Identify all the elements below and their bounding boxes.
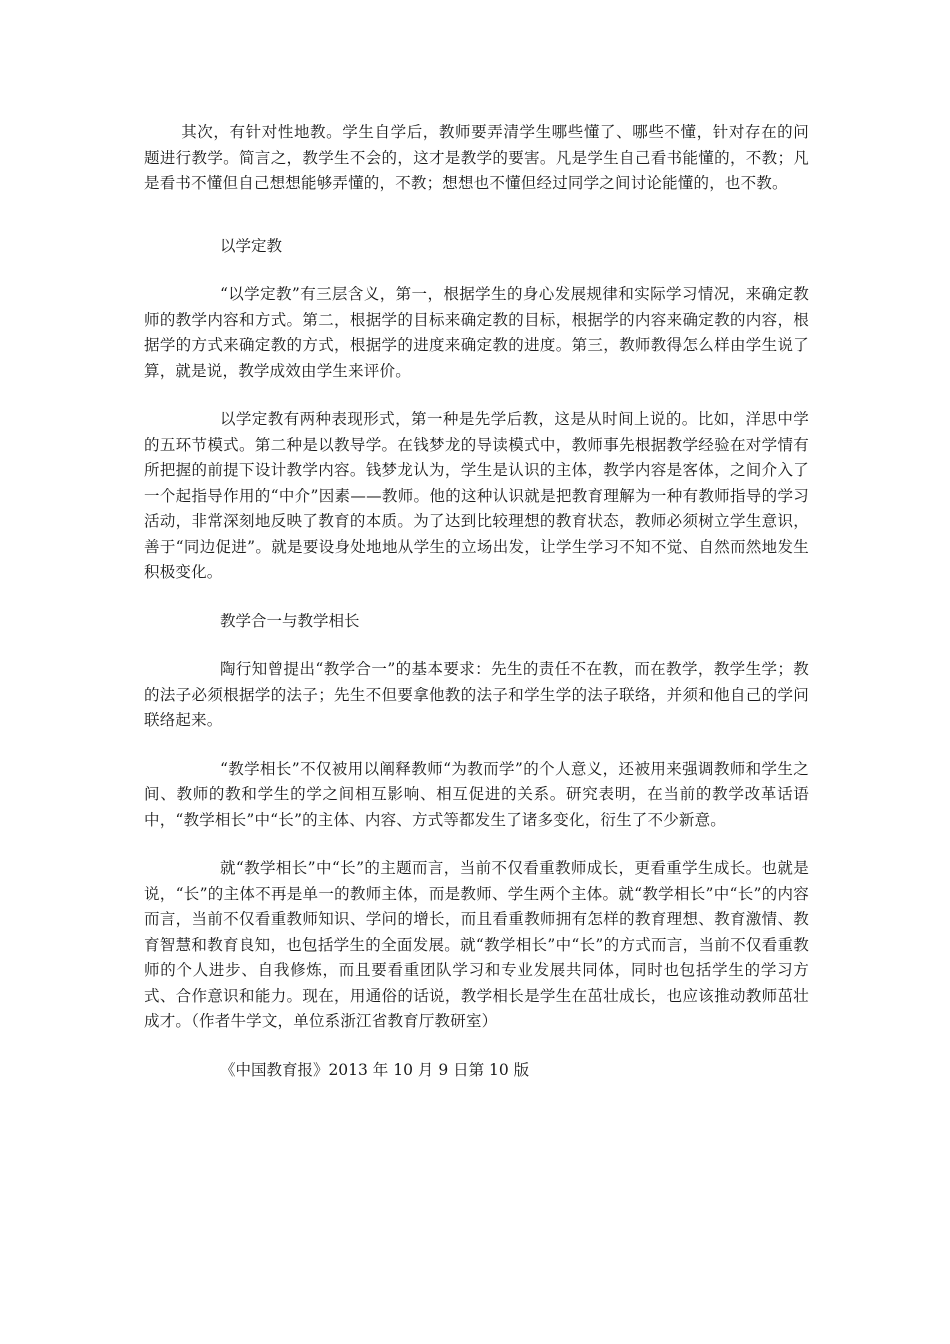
- paragraph-growth-subject: 就“教学相长”中“长”的主题而言，当前不仅看重教师成长，更看重学生成长。也就是说，“长”的主体不再是单一的教师主体，而是教师、学生两个主体。就“教学相长”中“长”的内容而言，当前不仅看重教师知识、学问的增长，而且看重教师拥有怎样的教育理想、教育激情、教育智慧和教育良知，也包括学生的全面发展。就“教学相长”中“长”的方式而言，当前不仅看重教师的个人进步、自我修炼，而且要看重团队学习和专业发展共同体，同时也包括学生的学习方式、合作意识和能力。现在，用通俗的话说，教学相长是学生在茁壮成长，也应该推动教师茁壮成才。（作者牛学文，单位系浙江省教育厅教研室）: [144, 859, 809, 1030]
- document-page: [144, 120, 809, 1083]
- section-heading-teaching-learning-unity: 教学合一与教学相长: [219, 611, 360, 630]
- paragraph-targeted-teaching: 其次，有针对性地教。学生自学后，教师要弄清学生哪些懂了、哪些不懂，针对存在的问题进行教学。简言之，教学生不会的，这才是教学的要害。凡是学生自己看书能懂的，不教；凡是看书不懂但自己想想能够弄懂的，不教；想想也不懂但经过同学之间讨论能懂的，也不教。: [144, 123, 809, 192]
- paragraph-tao-xingzhi: 陶行知曾提出“教学合一”的基本要求：先生的责任不在教，而在教学，教学生学；教的法子必须根据学的法子；先生不但要拿他教的法子和学生学的法子联络，并须和他自己的学问联络起来。: [144, 660, 809, 729]
- paragraph-three-meanings: “以学定教”有三层含义，第一，根据学生的身心发展规律和实际学习情况，来确定教师的教学内容和方式。第二，根据学的目标来确定教的目标，根据学的内容来确定教的内容，根据学的方式来确定教的方式，根据学的进度来确定教的进度。第三，教师教得怎么样由学生说了算，就是说，教学成效由学生来评价。: [144, 285, 809, 380]
- paragraph-mutual-growth: “教学相长”不仅被用以阐释教师“为教而学”的个人意义，还被用来强调教师和学生之间、教师的教和学生的学之间相互影响、相互促进的关系。研究表明，在当前的教学改革话语中，“教学相长”中“长”的主体、内容、方式等都发生了诸多变化，衍生了不少新意。: [144, 759, 809, 829]
- paragraph-two-forms: 以学定教有两种表现形式，第一种是先学后教，这是从时间上说的。比如，洋思中学的五环节模式。第二种是以教导学。在钱梦龙的导读模式中，教师事先根据教学经验在对学情有所把握的前提下设计教学内容。钱梦龙认为，学生是认识的主体，教学内容是客体，之间介入了一个起指导作用的“中介”因素——教师。他的这种认识就是把教育理解为一种有教师指导的学习活动，非常深刻地反映了教育的本质。为了达到比较理想的教育状态，教师必须树立学生意识，善于“同边促进”。就是要设身处地地从学生的立场出发，让学生学习不知不觉、自然而然地发生积极变化。: [144, 410, 809, 581]
- source-citation: 《中国教育报》2013 年 10 月 9 日第 10 版: [219, 1060, 530, 1079]
- section-heading-learning-determines-teaching: 以学定教: [219, 236, 282, 255]
